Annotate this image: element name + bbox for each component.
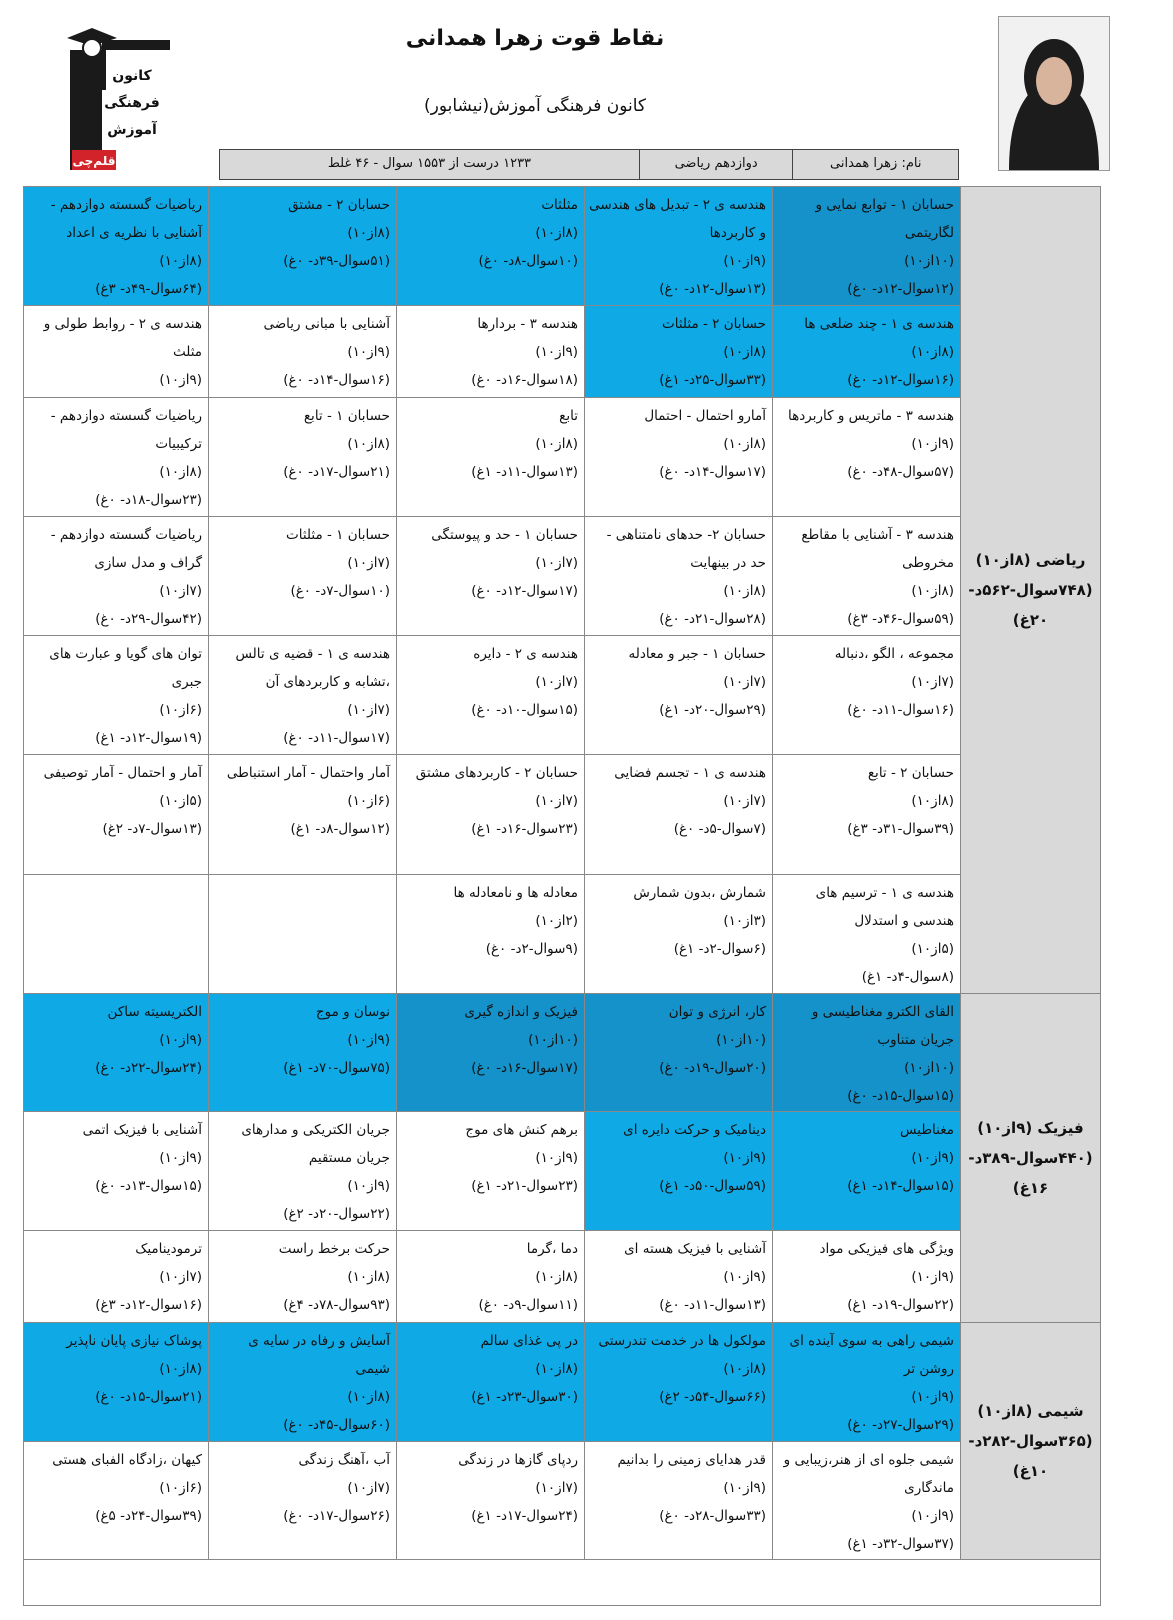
topic-counts: (۱۰سوال-۸د- ۰غ) [478, 253, 578, 269]
topic-score: (۹از۱۰) [911, 1269, 954, 1285]
topic-title: الکتریسیته ساکن [107, 1004, 202, 1020]
topic-title: هندسه ۳ - ماتریس و کاربردها [788, 408, 954, 424]
topic-counts: (۳۰سوال-۲۳د- ۱غ) [471, 1389, 578, 1405]
topic-score: (۱۰از۱۰) [528, 1032, 578, 1048]
topic-title: حرکت برخط راست [278, 1241, 390, 1257]
topic-title: حسابان ۱ - مثلثات [286, 527, 390, 543]
topic-score: (۹از۱۰) [535, 344, 578, 360]
topic-cell [24, 306, 208, 398]
topic-cell [772, 1112, 960, 1231]
topic-counts: (۱۵سوال-۱۵د- ۰غ) [847, 1088, 954, 1104]
topic-score: (۸از۱۰) [723, 344, 766, 360]
strengths-grid [23, 186, 1101, 1606]
topic-score: (۹از۱۰) [535, 1150, 578, 1166]
topic-score: (۹از۱۰) [159, 1032, 202, 1048]
topic-title: آمارو احتمال - احتمال [644, 408, 766, 424]
topic-counts: (۲۲سوال-۲۰د- ۲غ) [283, 1206, 390, 1222]
topic-score: (۷از۱۰) [535, 1480, 578, 1496]
topic-counts: (۴۲سوال-۲۹د- ۰غ) [95, 611, 202, 627]
topic-title: مجموعه ، الگو ،دنباله [834, 646, 954, 662]
topic-cell [24, 875, 208, 994]
topic-title: قدر هدایای زمینی را بدانیم [617, 1452, 766, 1468]
topic-title: حسابان ۲- حدهای نامتناهی - حد در بینهایت [606, 527, 766, 571]
topic-score: (۹از۱۰) [347, 1032, 390, 1048]
topic-title: حسابان ۱ - حد و پیوستگی [431, 527, 578, 543]
topic-title: ردپای گازها در زندگی [458, 1452, 578, 1468]
topic-title: نوسان و موج [315, 1004, 390, 1020]
topic-cell [772, 1442, 960, 1560]
topic-title: هندسه ی ۲ - تبدیل های هندسی و کاربردها [589, 197, 766, 241]
topic-counts: (۲۴سوال-۱۷د- ۱غ) [471, 1508, 578, 1524]
topic-score: (۸از۱۰) [159, 464, 202, 480]
topic-counts: (۱۸سوال-۱۶د- ۰غ) [471, 372, 578, 388]
topic-cell [396, 1112, 584, 1231]
topic-title: کیهان ،زادگاه الفبای هستی [52, 1452, 202, 1468]
topic-counts: (۳۳سوال-۲۵د- ۱غ) [659, 372, 766, 388]
topic-cell [208, 994, 396, 1112]
topic-title: حسابان ۲ - مشتق [288, 197, 390, 213]
topic-counts: (۱۷سوال-۱۱د- ۰غ) [283, 730, 390, 746]
topic-score: (۹از۱۰) [911, 1150, 954, 1166]
topic-counts: (۵۱سوال-۳۹د- ۰غ) [283, 253, 390, 269]
topic-title: فیزیک و اندازه گیری [464, 1004, 578, 1020]
topic-cell [584, 306, 772, 398]
topic-score: (۸از۱۰) [535, 1361, 578, 1377]
topic-counts: (۶سوال-۲د- ۱غ) [673, 941, 766, 957]
topic-counts: (۱۲سوال-۱۲د- ۰غ) [847, 281, 954, 297]
topic-counts: (۲۱سوال-۱۷د- ۰غ) [283, 464, 390, 480]
topic-counts: (۱۶سوال-۱۲د- ۳غ) [95, 1297, 202, 1313]
topic-cell [584, 517, 772, 636]
topic-title: ویژگی های فیزیکی مواد [819, 1241, 954, 1257]
logo-text-3: آموزش [107, 122, 157, 138]
topic-counts: (۱۷سوال-۱۴د- ۰غ) [659, 464, 766, 480]
topic-title: ریاضیات گسسته دوازدهم - ترکیبیات [50, 408, 202, 452]
topic-title: کار، انرژی و توان [668, 1004, 766, 1020]
topic-cell [584, 636, 772, 755]
subject-summary: شیمی (۸از۱۰) (۳۶۵سوال-۲۸۲د- ۱۰غ) [960, 1323, 1100, 1560]
subject-summary: فیزیک (۹از۱۰) (۴۴۰سوال-۳۸۹د- ۱۶غ) [960, 994, 1100, 1323]
topic-counts: (۲۹سوال-۲۷د- ۰غ) [847, 1417, 954, 1433]
topic-cell [24, 994, 208, 1112]
topic-counts: (۲۳سوال-۱۶د- ۱غ) [471, 821, 578, 837]
topic-cell [396, 875, 584, 994]
topic-cell [24, 187, 208, 306]
page-subtitle: کانون فرهنگی آموزش(نیشابور) [423, 96, 646, 116]
topic-cell [772, 517, 960, 636]
topic-title: مثلثات [541, 197, 578, 213]
topic-counts: (۱۵سوال-۱۴د- ۱غ) [847, 1178, 954, 1194]
topic-counts: (۹۳سوال-۷۸د- ۴غ) [283, 1297, 390, 1313]
topic-score: (۹از۱۰) [911, 1389, 954, 1405]
topic-counts: (۱۳سوال-۱۱د- ۱غ) [471, 464, 578, 480]
topic-title: آسایش و رفاه در سایه ی شیمی [248, 1333, 390, 1377]
topic-cell [24, 1231, 208, 1323]
topic-counts: (۱۱سوال-۹د- ۰غ) [478, 1297, 578, 1313]
topic-title: هندسه ۳ - آشنایی با مقاطع مخروطی [801, 527, 954, 571]
topic-title: پوشاک نیازی پایان ناپذیر [66, 1333, 202, 1349]
topic-title: ترمودینامیک [135, 1241, 202, 1257]
topic-cell [772, 994, 960, 1112]
topic-title: جریان الکتریکی و مدارهای جریان مستقیم [241, 1122, 390, 1166]
topic-counts: (۲۱سوال-۱۵د- ۰غ) [95, 1389, 202, 1405]
topic-cell [396, 306, 584, 398]
topic-title: برهم کنش های موج [465, 1122, 578, 1138]
topic-cell [208, 1231, 396, 1323]
topic-cell [772, 398, 960, 517]
topic-title: دینامیک و حرکت دایره ای [623, 1122, 766, 1138]
topic-counts: (۱۳سوال-۱۱د- ۰غ) [659, 1297, 766, 1313]
topic-counts: (۳۹سوال-۲۴د- ۵غ) [95, 1508, 202, 1524]
topic-counts: (۱۳سوال-۷د- ۲غ) [102, 821, 202, 837]
topic-counts: (۲۶سوال-۱۷د- ۰غ) [283, 1508, 390, 1524]
topic-counts: (۷۵سوال-۷۰د- ۱غ) [283, 1060, 390, 1076]
topic-counts: (۱۷سوال-۱۶د- ۰غ) [471, 1060, 578, 1076]
topic-title: حسابان ۱ - جبر و معادله [628, 646, 766, 662]
topic-cell [396, 1231, 584, 1323]
student-grade: دوازدهم ریاضی [639, 150, 793, 179]
topic-counts: (۱۶سوال-۱۱د- ۰غ) [847, 702, 954, 718]
topic-counts: (۲۴سوال-۲۲د- ۰غ) [95, 1060, 202, 1076]
topic-title: هندسه ی ۱ - قضیه ی تالس ،تشابه و کاربردهای آن [235, 646, 390, 690]
topic-score: (۳از۱۰) [723, 913, 766, 929]
topic-title: حسابان ۲ - کاربردهای مشتق [415, 765, 578, 781]
topic-cell [24, 636, 208, 755]
topic-counts: (۳۳سوال-۲۸د- ۰غ) [659, 1508, 766, 1524]
topic-title: مولکول ها در خدمت تندرستی [598, 1333, 766, 1349]
topic-score: (۹از۱۰) [911, 436, 954, 452]
topic-score: (۷از۱۰) [723, 674, 766, 690]
topic-counts: (۱۵سوال-۱۰د- ۰غ) [471, 702, 578, 718]
topic-score: (۷از۱۰) [347, 555, 390, 571]
topic-score: (۹از۱۰) [911, 1508, 954, 1524]
topic-score: (۹از۱۰) [347, 344, 390, 360]
topic-title: آمار و احتمال - آمار توصیفی [43, 765, 202, 781]
topic-counts: (۹سوال-۲د- ۰غ) [485, 941, 578, 957]
topic-score: (۸از۱۰) [347, 436, 390, 452]
topic-cell [772, 187, 960, 306]
topic-score: (۷از۱۰) [535, 555, 578, 571]
topic-score: (۷از۱۰) [347, 702, 390, 718]
topic-title: در پی غذای سالم [480, 1333, 578, 1349]
topic-counts: (۲۲سوال-۱۹د- ۱غ) [847, 1297, 954, 1313]
topic-cell [396, 636, 584, 755]
topic-cell [584, 1231, 772, 1323]
topic-cell [208, 1442, 396, 1560]
topic-score: (۸از۱۰) [723, 436, 766, 452]
topic-score: (۹از۱۰) [159, 372, 202, 388]
topic-counts: (۷سوال-۵د- ۰غ) [673, 821, 766, 837]
topic-cell [396, 755, 584, 875]
topic-title: شیمی راهی به سوی آینده ای روشن تر [789, 1333, 954, 1377]
topic-cell [208, 875, 396, 994]
topic-counts: (۱۹سوال-۱۲د- ۱غ) [95, 730, 202, 746]
topic-counts: (۲۳سوال-۲۱د- ۱غ) [471, 1178, 578, 1194]
topic-score: (۸از۱۰) [347, 225, 390, 241]
topic-title: معادله ها و نامعادله ها [453, 885, 578, 901]
topic-counts: (۳۹سوال-۳۱د- ۳غ) [847, 821, 954, 837]
topic-title: آشنایی با فیزیک اتمی [82, 1122, 202, 1138]
topic-counts: (۱۷سوال-۱۲د- ۰غ) [471, 583, 578, 599]
overall-stats: ۱۲۳۳ درست از ۱۵۵۳ سوال - ۴۶ غلط [327, 156, 532, 171]
topic-score: (۶از۱۰) [347, 793, 390, 809]
topic-title: هندسه ی ۱ - تجسم فضایی [614, 765, 766, 781]
topic-score: (۹از۱۰) [723, 1150, 766, 1166]
topic-cell [208, 398, 396, 517]
kanoon-logo [62, 10, 187, 173]
topic-score: (۹از۱۰) [723, 1480, 766, 1496]
topic-score: (۸از۱۰) [535, 436, 578, 452]
topic-score: (۷از۱۰) [535, 674, 578, 690]
topic-title: هندسه ی ۲ - دایره [473, 646, 578, 662]
topic-title: ریاضیات گسسته دوازدهم - آشنایی با نظریه ی اعداد [50, 197, 202, 241]
topic-score: (۷از۱۰) [911, 674, 954, 690]
topic-score: (۶از۱۰) [159, 702, 202, 718]
topic-cell [584, 1442, 772, 1560]
topic-cell [772, 306, 960, 398]
topic-counts: (۱۶سوال-۱۴د- ۰غ) [283, 372, 390, 388]
topic-title: شیمی جلوه ای از هنر،زیبایی و ماندگاری [783, 1452, 954, 1496]
topic-score: (۷از۱۰) [535, 793, 578, 809]
topic-score: (۷از۱۰) [347, 1480, 390, 1496]
topic-cell [396, 187, 584, 306]
topic-cell [772, 1323, 960, 1442]
logo-text-2: فرهنگی [104, 95, 160, 111]
topic-score: (۸از۱۰) [535, 225, 578, 241]
topic-counts: (۱۳سوال-۱۲د- ۰غ) [659, 281, 766, 297]
topic-title: حسابان ۱ - تابع [303, 408, 390, 424]
topic-score: (۸از۱۰) [723, 1361, 766, 1377]
topic-cell [24, 1112, 208, 1231]
topic-counts: (۶۰سوال-۴۵د- ۰غ) [283, 1417, 390, 1433]
topic-counts: (۳۷سوال-۳۲د- ۱غ) [847, 1536, 954, 1552]
topic-score: (۹از۱۰) [347, 1178, 390, 1194]
topic-cell [396, 517, 584, 636]
topic-title: حسابان ۱ - توابع نمایی و لگاریتمی [815, 197, 954, 241]
topic-cell [772, 1231, 960, 1323]
topic-title: آشنایی با مبانی ریاضی [263, 316, 390, 332]
topic-counts: (۱۲سوال-۸د- ۱غ) [290, 821, 390, 837]
topic-cell [208, 1112, 396, 1231]
topic-score: (۷از۱۰) [159, 583, 202, 599]
topic-cell [584, 398, 772, 517]
topic-cell [24, 517, 208, 636]
topic-counts: (۵۹سوال-۵۰د- ۱غ) [659, 1178, 766, 1194]
topic-score: (۸از۱۰) [911, 344, 954, 360]
topic-score: (۵از۱۰) [911, 941, 954, 957]
topic-score: (۵از۱۰) [159, 793, 202, 809]
topic-counts: (۲۳سوال-۱۸د- ۰غ) [95, 492, 202, 508]
topic-cell [24, 755, 208, 875]
topic-counts: (۲۰سوال-۱۹د- ۰غ) [659, 1060, 766, 1076]
topic-cell [396, 994, 584, 1112]
student-name: نام: زهرا همدانی [792, 150, 958, 179]
topic-cell [208, 755, 396, 875]
topic-cell [396, 398, 584, 517]
topic-score: (۸از۱۰) [159, 253, 202, 269]
logo-text-4: قلم‌چی [72, 154, 116, 168]
page-title: نقاط قوت زهرا همدانی [405, 26, 665, 51]
topic-score: (۸از۱۰) [347, 1269, 390, 1285]
topic-counts: (۶۴سوال-۴۹د- ۳غ) [95, 281, 202, 297]
topic-score: (۹از۱۰) [159, 1150, 202, 1166]
topic-title: حسابان ۲ - تابع [867, 765, 954, 781]
topic-title: هندسه ی ۱ - ترسیم های هندسی و استدلال [815, 885, 954, 929]
topic-counts: (۶۶سوال-۵۴د- ۲غ) [659, 1389, 766, 1405]
topic-counts: (۸سوال-۴د- ۱غ) [861, 969, 954, 985]
topic-title: آب ،آهنگ زندگی [298, 1452, 390, 1468]
topic-title: القای الکترو مغناطیسی و جریان متناوب [811, 1004, 954, 1048]
topic-cell [208, 517, 396, 636]
topic-score: (۸از۱۰) [347, 1389, 390, 1405]
topic-cell [208, 636, 396, 755]
topic-title: دما ،گرما [526, 1241, 578, 1257]
topic-counts: (۱۵سوال-۱۳د- ۰غ) [95, 1178, 202, 1194]
topic-score: (۷از۱۰) [723, 793, 766, 809]
topic-counts: (۵۹سوال-۴۶د- ۳غ) [847, 611, 954, 627]
topic-cell [584, 1323, 772, 1442]
topic-score: (۹از۱۰) [723, 253, 766, 269]
topic-cell [208, 306, 396, 398]
topic-score: (۸از۱۰) [723, 583, 766, 599]
topic-cell [772, 875, 960, 994]
topic-cell [208, 187, 396, 306]
topic-title: توان های گویا و عبارت های جبری [49, 646, 202, 690]
topic-score: (۹از۱۰) [723, 1269, 766, 1285]
topic-cell [584, 875, 772, 994]
topic-title: مغناطیس [900, 1122, 954, 1138]
topic-cell [772, 636, 960, 755]
topic-counts: (۱۰سوال-۷د- ۰غ) [290, 583, 390, 599]
topic-score: (۶از۱۰) [159, 1480, 202, 1496]
topic-score: (۸از۱۰) [535, 1269, 578, 1285]
topic-cell [24, 1442, 208, 1560]
logo-text-1: کانون [112, 68, 152, 84]
topic-score: (۲از۱۰) [535, 913, 578, 929]
topic-score: (۱۰از۱۰) [904, 1060, 954, 1076]
topic-score: (۸از۱۰) [911, 583, 954, 599]
topic-title: شمارش ،بدون شمارش [633, 885, 766, 901]
topic-score: (۷از۱۰) [159, 1269, 202, 1285]
topic-cell [396, 1442, 584, 1560]
report-header [0, 0, 1173, 185]
topic-cell [584, 1112, 772, 1231]
topic-score: (۸از۱۰) [159, 1361, 202, 1377]
topic-cell [24, 1323, 208, 1442]
topic-counts: (۲۸سوال-۲۱د- ۰غ) [659, 611, 766, 627]
topic-score: (۸از۱۰) [911, 793, 954, 809]
topic-score: (۱۰از۱۰) [716, 1032, 766, 1048]
subject-summary: ریاضی (۸از۱۰) (۷۴۸سوال-۵۶۲د- ۲۰غ) [960, 187, 1100, 994]
topic-title: ریاضیات گسسته دوازدهم - گراف و مدل سازی [50, 527, 202, 571]
topic-counts: (۱۶سوال-۱۲د- ۰غ) [847, 372, 954, 388]
student-info-bar [219, 149, 959, 180]
topic-cell [396, 1323, 584, 1442]
topic-score: (۱۰از۱۰) [904, 253, 954, 269]
topic-cell [584, 755, 772, 875]
topic-cell [584, 994, 772, 1112]
topic-title: هندسه ی ۱ - چند ضلعی ها [804, 316, 954, 332]
student-photo [998, 16, 1110, 171]
topic-title: حسابان ۲ - مثلثات [662, 316, 766, 332]
topic-title: هندسه ی ۲ - روابط طولی و مثلث [43, 316, 202, 360]
topic-title: هندسه ۳ - بردارها [477, 316, 578, 332]
topic-title: آشنایی با فیزیک هسته ای [624, 1241, 766, 1257]
topic-cell [772, 755, 960, 875]
topic-cell [208, 1323, 396, 1442]
topic-cell [24, 398, 208, 517]
topic-cell [584, 187, 772, 306]
topic-counts: (۵۷سوال-۴۸د- ۰غ) [847, 464, 954, 480]
topic-title: تابع [559, 408, 578, 424]
topic-title: آمار واحتمال - آمار استنباطی [226, 765, 390, 781]
topic-counts: (۲۹سوال-۲۰د- ۱غ) [659, 702, 766, 718]
